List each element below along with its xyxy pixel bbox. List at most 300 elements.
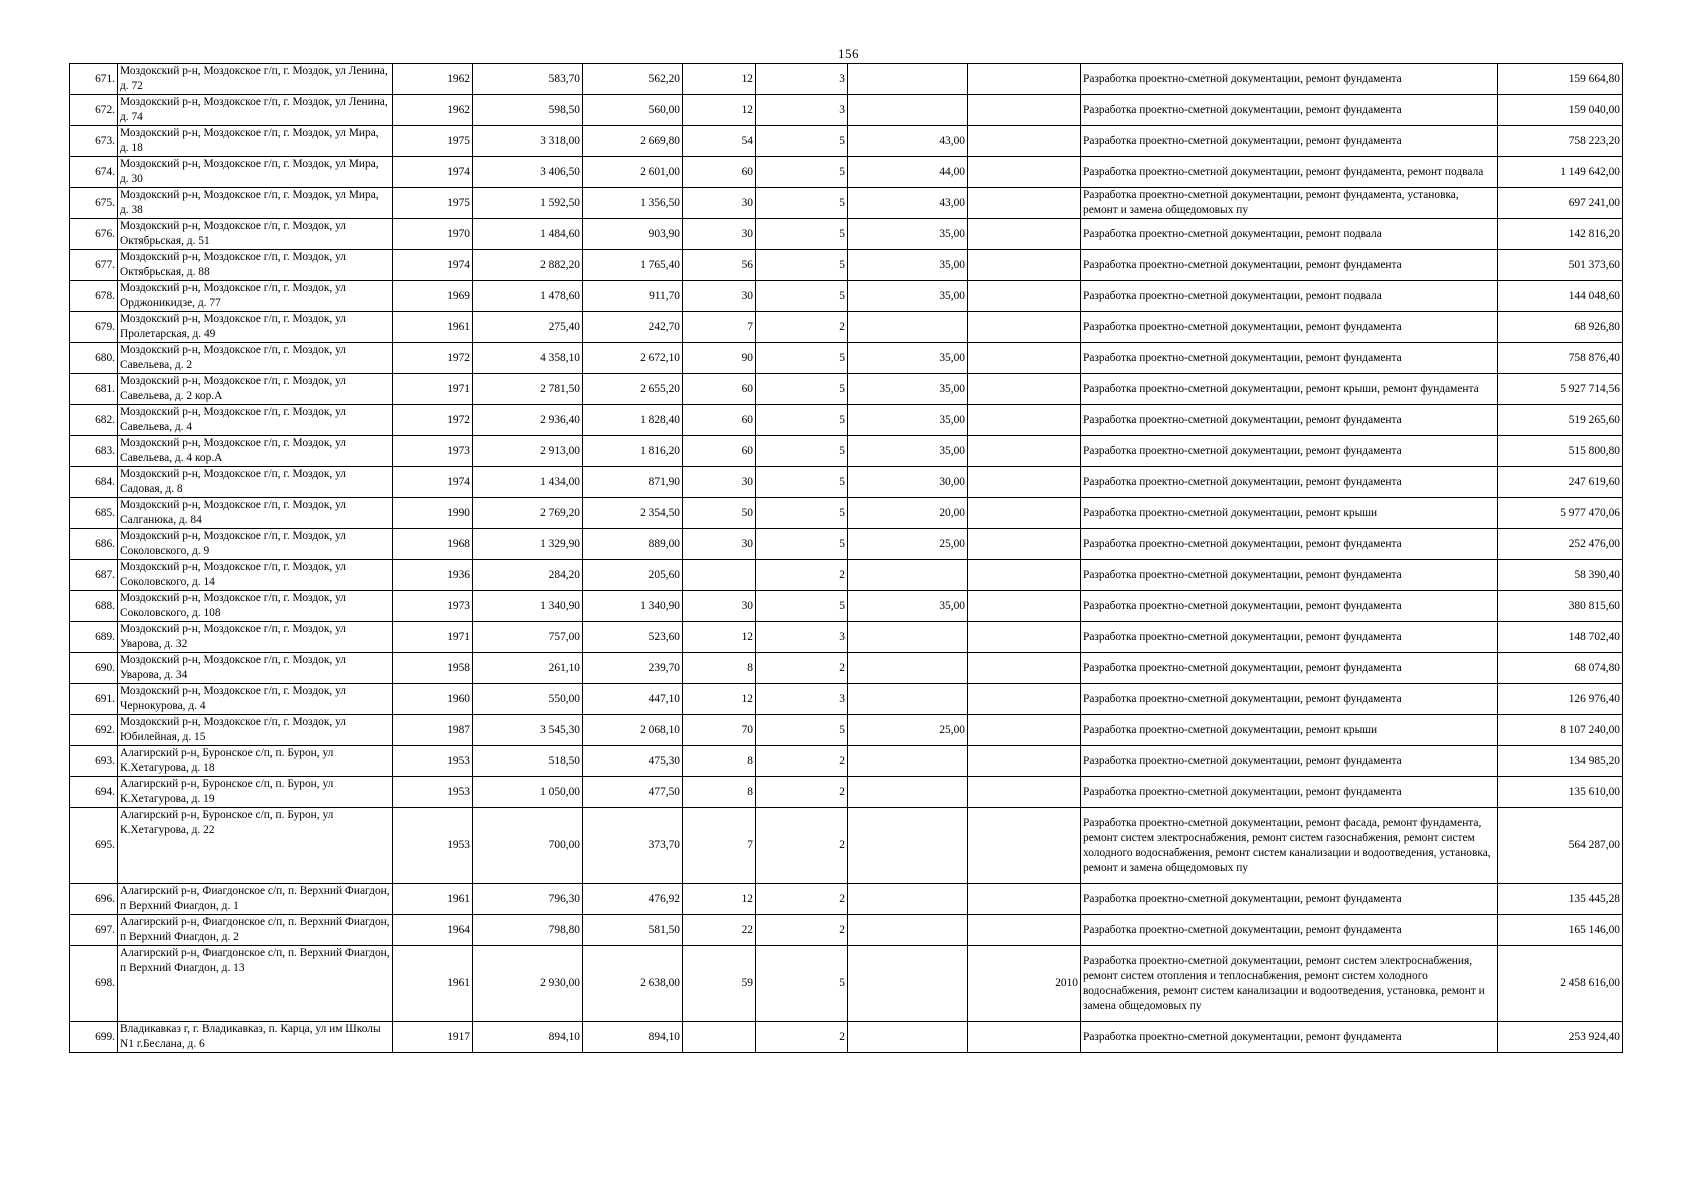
- residents-cell: 50: [683, 498, 756, 529]
- address-cell: Моздокский р-н, Моздокское г/п, г. Моздок, ул Мира, д. 38: [118, 188, 393, 219]
- wear-percent-cell: [848, 653, 968, 684]
- wear-percent-cell: [848, 95, 968, 126]
- last-repair-year-cell: [968, 915, 1081, 946]
- wear-percent-cell: 35,00: [848, 219, 968, 250]
- wear-percent-cell: [848, 808, 968, 884]
- cost-cell: 126 976,40: [1498, 684, 1623, 715]
- year-built-cell: 1953: [393, 777, 473, 808]
- wear-percent-cell: 30,00: [848, 467, 968, 498]
- table-row: [70, 188, 1623, 219]
- last-repair-year-cell: [968, 746, 1081, 777]
- residents-cell: 60: [683, 157, 756, 188]
- last-repair-year-cell: [968, 157, 1081, 188]
- table-row: [70, 281, 1623, 312]
- works-description-cell: Разработка проектно-сметной документации, ремонт крыши, ремонт фундамента: [1081, 374, 1498, 405]
- wear-percent-cell: 35,00: [848, 250, 968, 281]
- works-description-cell: Разработка проектно-сметной документации, ремонт крыши: [1081, 498, 1498, 529]
- year-built-cell: 1972: [393, 343, 473, 374]
- cost-cell: 1 149 642,00: [1498, 157, 1623, 188]
- wear-percent-cell: 35,00: [848, 281, 968, 312]
- table-row: [70, 915, 1623, 946]
- floors-cell: 2: [756, 312, 848, 343]
- total-area-cell: 2 930,00: [473, 946, 583, 1022]
- cost-cell: 5 927 714,56: [1498, 374, 1623, 405]
- table-body: [70, 64, 1623, 1053]
- living-area-cell: 476,92: [583, 884, 683, 915]
- table-row: [70, 250, 1623, 281]
- cost-cell: 148 702,40: [1498, 622, 1623, 653]
- address-cell: Моздокский р-н, Моздокское г/п, г. Моздок, ул Уварова, д. 34: [118, 653, 393, 684]
- address-cell: Моздокский р-н, Моздокское г/п, г. Моздок, ул Чернокурова, д. 4: [118, 684, 393, 715]
- floors-cell: 5: [756, 281, 848, 312]
- works-description-cell: Разработка проектно-сметной документации, ремонт фундамента: [1081, 250, 1498, 281]
- year-built-cell: 1975: [393, 126, 473, 157]
- wear-percent-cell: 35,00: [848, 343, 968, 374]
- cost-cell: 58 390,40: [1498, 560, 1623, 591]
- year-built-cell: 1970: [393, 219, 473, 250]
- total-area-cell: 700,00: [473, 808, 583, 884]
- last-repair-year-cell: [968, 64, 1081, 95]
- floors-cell: 2: [756, 746, 848, 777]
- wear-percent-cell: [848, 64, 968, 95]
- residents-cell: 12: [683, 684, 756, 715]
- last-repair-year-cell: [968, 219, 1081, 250]
- cost-cell: 253 924,40: [1498, 1022, 1623, 1053]
- floors-cell: 3: [756, 64, 848, 95]
- works-description-cell: Разработка проектно-сметной документации, ремонт систем электроснабжения, ремонт систем отопления и теплоснабжения, ремонт систем холодного водоснабжения, ремонт систем канализации и водоотведения, установка, ремонт и замена общедомовых пу: [1081, 946, 1498, 1022]
- living-area-cell: 2 601,00: [583, 157, 683, 188]
- residents-cell: 22: [683, 915, 756, 946]
- last-repair-year-cell: [968, 529, 1081, 560]
- year-built-cell: 1961: [393, 884, 473, 915]
- total-area-cell: 284,20: [473, 560, 583, 591]
- table-row: [70, 157, 1623, 188]
- floors-cell: 5: [756, 157, 848, 188]
- last-repair-year-cell: [968, 188, 1081, 219]
- row-number-cell: 677.: [70, 250, 118, 281]
- year-built-cell: 1953: [393, 808, 473, 884]
- floors-cell: 5: [756, 591, 848, 622]
- address-cell: Моздокский р-н, Моздокское г/п, г. Моздок, ул Пролетарская, д. 49: [118, 312, 393, 343]
- last-repair-year-cell: [968, 95, 1081, 126]
- works-description-cell: Разработка проектно-сметной документации, ремонт фундамента: [1081, 622, 1498, 653]
- row-number-cell: 676.: [70, 219, 118, 250]
- floors-cell: 2: [756, 808, 848, 884]
- address-cell: Моздокский р-н, Моздокское г/п, г. Моздок, ул Соколовского, д. 14: [118, 560, 393, 591]
- wear-percent-cell: 43,00: [848, 188, 968, 219]
- cost-cell: 68 074,80: [1498, 653, 1623, 684]
- row-number-cell: 672.: [70, 95, 118, 126]
- last-repair-year-cell: [968, 312, 1081, 343]
- address-cell: Моздокский р-н, Моздокское г/п, г. Моздок, ул Мира, д. 18: [118, 126, 393, 157]
- cost-cell: 135 610,00: [1498, 777, 1623, 808]
- total-area-cell: 1 434,00: [473, 467, 583, 498]
- table-row: [70, 467, 1623, 498]
- residents-cell: 59: [683, 946, 756, 1022]
- last-repair-year-cell: [968, 405, 1081, 436]
- table-row: [70, 715, 1623, 746]
- living-area-cell: 560,00: [583, 95, 683, 126]
- wear-percent-cell: [848, 1022, 968, 1053]
- address-cell: Моздокский р-н, Моздокское г/п, г. Моздок, ул Орджоникидзе, д. 77: [118, 281, 393, 312]
- last-repair-year-cell: [968, 808, 1081, 884]
- year-built-cell: 1974: [393, 157, 473, 188]
- row-number-cell: 688.: [70, 591, 118, 622]
- row-number-cell: 690.: [70, 653, 118, 684]
- total-area-cell: 796,30: [473, 884, 583, 915]
- row-number-cell: 685.: [70, 498, 118, 529]
- cost-cell: 165 146,00: [1498, 915, 1623, 946]
- table-row: [70, 95, 1623, 126]
- wear-percent-cell: 35,00: [848, 374, 968, 405]
- address-cell: Алагирский р-н, Буронское с/п, п. Бурон, ул К.Хетагурова, д. 19: [118, 777, 393, 808]
- works-description-cell: Разработка проектно-сметной документации, ремонт фундамента: [1081, 653, 1498, 684]
- works-description-cell: Разработка проектно-сметной документации, ремонт фундамента: [1081, 436, 1498, 467]
- year-built-cell: 1987: [393, 715, 473, 746]
- total-area-cell: 1 050,00: [473, 777, 583, 808]
- cost-cell: 142 816,20: [1498, 219, 1623, 250]
- last-repair-year-cell: 2010: [968, 946, 1081, 1022]
- address-cell: Алагирский р-н, Буронское с/п, п. Бурон, ул К.Хетагурова, д. 18: [118, 746, 393, 777]
- works-description-cell: Разработка проектно-сметной документации, ремонт фундамента: [1081, 684, 1498, 715]
- table-row: [70, 808, 1623, 884]
- works-description-cell: Разработка проектно-сметной документации, ремонт фундамента: [1081, 126, 1498, 157]
- works-description-cell: Разработка проектно-сметной документации, ремонт фундамента: [1081, 312, 1498, 343]
- cost-cell: 380 815,60: [1498, 591, 1623, 622]
- total-area-cell: 894,10: [473, 1022, 583, 1053]
- wear-percent-cell: 35,00: [848, 405, 968, 436]
- table-row: [70, 946, 1623, 1022]
- year-built-cell: 1936: [393, 560, 473, 591]
- total-area-cell: 2 769,20: [473, 498, 583, 529]
- living-area-cell: 1 816,20: [583, 436, 683, 467]
- floors-cell: 5: [756, 436, 848, 467]
- residents-cell: 12: [683, 64, 756, 95]
- row-number-cell: 673.: [70, 126, 118, 157]
- table-row: [70, 126, 1623, 157]
- total-area-cell: 2 882,20: [473, 250, 583, 281]
- floors-cell: 5: [756, 405, 848, 436]
- living-area-cell: 1 340,90: [583, 591, 683, 622]
- works-description-cell: Разработка проектно-сметной документации, ремонт фундамента: [1081, 591, 1498, 622]
- wear-percent-cell: 35,00: [848, 436, 968, 467]
- address-cell: Моздокский р-н, Моздокское г/п, г. Моздок, ул Соколовского, д. 9: [118, 529, 393, 560]
- works-description-cell: Разработка проектно-сметной документации, ремонт фундамента: [1081, 467, 1498, 498]
- last-repair-year-cell: [968, 684, 1081, 715]
- cost-cell: 758 876,40: [1498, 343, 1623, 374]
- living-area-cell: 911,70: [583, 281, 683, 312]
- total-area-cell: 261,10: [473, 653, 583, 684]
- works-description-cell: Разработка проектно-сметной документации, ремонт крыши: [1081, 715, 1498, 746]
- cost-cell: 159 664,80: [1498, 64, 1623, 95]
- row-number-cell: 684.: [70, 467, 118, 498]
- living-area-cell: 2 638,00: [583, 946, 683, 1022]
- works-description-cell: Разработка проектно-сметной документации, ремонт фасада, ремонт фундамента, ремонт систем электроснабжения, ремонт систем газоснабжения, ремонт систем холодного водоснабжения, ремонт систем канализации и водоотведения, установка, ремонт и замена общедомовых пу: [1081, 808, 1498, 884]
- floors-cell: 2: [756, 560, 848, 591]
- cost-cell: 247 619,60: [1498, 467, 1623, 498]
- wear-percent-cell: [848, 777, 968, 808]
- year-built-cell: 1953: [393, 746, 473, 777]
- address-cell: Моздокский р-н, Моздокское г/п, г. Моздок, ул Октябрьская, д. 88: [118, 250, 393, 281]
- floors-cell: 5: [756, 715, 848, 746]
- works-description-cell: Разработка проектно-сметной документации, ремонт подвала: [1081, 219, 1498, 250]
- total-area-cell: 798,80: [473, 915, 583, 946]
- row-number-cell: 683.: [70, 436, 118, 467]
- address-cell: Моздокский р-н, Моздокское г/п, г. Моздок, ул Октябрьская, д. 51: [118, 219, 393, 250]
- total-area-cell: 598,50: [473, 95, 583, 126]
- table-row: [70, 498, 1623, 529]
- living-area-cell: 903,90: [583, 219, 683, 250]
- last-repair-year-cell: [968, 343, 1081, 374]
- total-area-cell: 1 478,60: [473, 281, 583, 312]
- table-row: [70, 622, 1623, 653]
- last-repair-year-cell: [968, 591, 1081, 622]
- floors-cell: 3: [756, 684, 848, 715]
- address-cell: Моздокский р-н, Моздокское г/п, г. Моздок, ул Ленина, д. 72: [118, 64, 393, 95]
- year-built-cell: 1975: [393, 188, 473, 219]
- residents-cell: 12: [683, 95, 756, 126]
- wear-percent-cell: 44,00: [848, 157, 968, 188]
- living-area-cell: 373,70: [583, 808, 683, 884]
- floors-cell: 5: [756, 498, 848, 529]
- living-area-cell: 2 669,80: [583, 126, 683, 157]
- total-area-cell: 3 406,50: [473, 157, 583, 188]
- residents-cell: 12: [683, 884, 756, 915]
- residents-cell: 8: [683, 653, 756, 684]
- living-area-cell: 1 765,40: [583, 250, 683, 281]
- year-built-cell: 1971: [393, 622, 473, 653]
- table-row: [70, 219, 1623, 250]
- floors-cell: 5: [756, 126, 848, 157]
- residents-cell: 8: [683, 777, 756, 808]
- total-area-cell: 2 913,00: [473, 436, 583, 467]
- works-description-cell: Разработка проектно-сметной документации, ремонт фундамента, установка, ремонт и замена общедомовых пу: [1081, 188, 1498, 219]
- floors-cell: 5: [756, 529, 848, 560]
- table-row: [70, 653, 1623, 684]
- address-cell: Моздокский р-н, Моздокское г/п, г. Моздок, ул Садовая, д. 8: [118, 467, 393, 498]
- wear-percent-cell: [848, 312, 968, 343]
- table-row: [70, 374, 1623, 405]
- wear-percent-cell: [848, 684, 968, 715]
- wear-percent-cell: [848, 746, 968, 777]
- year-built-cell: 1971: [393, 374, 473, 405]
- living-area-cell: 2 354,50: [583, 498, 683, 529]
- residents-cell: 30: [683, 281, 756, 312]
- residents-cell: 60: [683, 405, 756, 436]
- total-area-cell: 4 358,10: [473, 343, 583, 374]
- works-description-cell: Разработка проектно-сметной документации, ремонт фундамента: [1081, 777, 1498, 808]
- residents-cell: 12: [683, 622, 756, 653]
- living-area-cell: 1 828,40: [583, 405, 683, 436]
- table-row: [70, 529, 1623, 560]
- floors-cell: 2: [756, 653, 848, 684]
- floors-cell: 2: [756, 884, 848, 915]
- table-row: [70, 312, 1623, 343]
- total-area-cell: 3 545,30: [473, 715, 583, 746]
- living-area-cell: 242,70: [583, 312, 683, 343]
- last-repair-year-cell: [968, 560, 1081, 591]
- cost-cell: 144 048,60: [1498, 281, 1623, 312]
- year-built-cell: 1958: [393, 653, 473, 684]
- year-built-cell: 1961: [393, 946, 473, 1022]
- residents-cell: 30: [683, 188, 756, 219]
- address-cell: Моздокский р-н, Моздокское г/п, г. Моздок, ул Савельева, д. 2: [118, 343, 393, 374]
- residents-cell: 90: [683, 343, 756, 374]
- year-built-cell: 1968: [393, 529, 473, 560]
- living-area-cell: 2 068,10: [583, 715, 683, 746]
- total-area-cell: 1 484,60: [473, 219, 583, 250]
- cost-cell: 697 241,00: [1498, 188, 1623, 219]
- cost-cell: 501 373,60: [1498, 250, 1623, 281]
- year-built-cell: 1974: [393, 250, 473, 281]
- works-description-cell: Разработка проектно-сметной документации, ремонт подвала: [1081, 281, 1498, 312]
- wear-percent-cell: 43,00: [848, 126, 968, 157]
- wear-percent-cell: [848, 915, 968, 946]
- table-row: [70, 777, 1623, 808]
- residents-cell: 30: [683, 591, 756, 622]
- table-row: [70, 1022, 1623, 1053]
- living-area-cell: 447,10: [583, 684, 683, 715]
- row-number-cell: 696.: [70, 884, 118, 915]
- year-built-cell: 1973: [393, 436, 473, 467]
- year-built-cell: 1990: [393, 498, 473, 529]
- residents-cell: [683, 560, 756, 591]
- row-number-cell: 694.: [70, 777, 118, 808]
- living-area-cell: 239,70: [583, 653, 683, 684]
- floors-cell: 5: [756, 219, 848, 250]
- table-row: [70, 884, 1623, 915]
- row-number-cell: 692.: [70, 715, 118, 746]
- last-repair-year-cell: [968, 436, 1081, 467]
- cost-cell: 5 977 470,06: [1498, 498, 1623, 529]
- last-repair-year-cell: [968, 1022, 1081, 1053]
- row-number-cell: 691.: [70, 684, 118, 715]
- cost-cell: 159 040,00: [1498, 95, 1623, 126]
- address-cell: Моздокский р-н, Моздокское г/п, г. Моздок, ул Соколовского, д. 108: [118, 591, 393, 622]
- address-cell: Моздокский р-н, Моздокское г/п, г. Моздок, ул Савельева, д. 4 кор.А: [118, 436, 393, 467]
- wear-percent-cell: [848, 560, 968, 591]
- row-number-cell: 698.: [70, 946, 118, 1022]
- last-repair-year-cell: [968, 715, 1081, 746]
- year-built-cell: 1972: [393, 405, 473, 436]
- row-number-cell: 678.: [70, 281, 118, 312]
- total-area-cell: 1 329,90: [473, 529, 583, 560]
- living-area-cell: 1 356,50: [583, 188, 683, 219]
- last-repair-year-cell: [968, 467, 1081, 498]
- row-number-cell: 699.: [70, 1022, 118, 1053]
- row-number-cell: 686.: [70, 529, 118, 560]
- works-description-cell: Разработка проектно-сметной документации, ремонт фундамента: [1081, 64, 1498, 95]
- floors-cell: 5: [756, 343, 848, 374]
- page-number: 156: [838, 46, 859, 61]
- floors-cell: 3: [756, 95, 848, 126]
- residents-cell: 70: [683, 715, 756, 746]
- year-built-cell: 1962: [393, 64, 473, 95]
- works-description-cell: Разработка проектно-сметной документации, ремонт фундамента: [1081, 405, 1498, 436]
- cost-cell: 519 265,60: [1498, 405, 1623, 436]
- address-cell: Алагирский р-н, Буронское с/п, п. Бурон, ул К.Хетагурова, д. 22: [118, 808, 393, 884]
- year-built-cell: 1969: [393, 281, 473, 312]
- year-built-cell: 1962: [393, 95, 473, 126]
- wear-percent-cell: 25,00: [848, 715, 968, 746]
- year-built-cell: 1964: [393, 915, 473, 946]
- residents-cell: 7: [683, 808, 756, 884]
- living-area-cell: 581,50: [583, 915, 683, 946]
- works-description-cell: Разработка проектно-сметной документации, ремонт фундамента: [1081, 529, 1498, 560]
- residents-cell: 7: [683, 312, 756, 343]
- table-row: [70, 64, 1623, 95]
- cost-cell: 68 926,80: [1498, 312, 1623, 343]
- wear-percent-cell: 20,00: [848, 498, 968, 529]
- floors-cell: 2: [756, 777, 848, 808]
- last-repair-year-cell: [968, 653, 1081, 684]
- row-number-cell: 687.: [70, 560, 118, 591]
- residents-cell: [683, 1022, 756, 1053]
- works-description-cell: Разработка проектно-сметной документации, ремонт фундамента: [1081, 746, 1498, 777]
- residents-cell: 30: [683, 467, 756, 498]
- address-cell: Моздокский р-н, Моздокское г/п, г. Моздок, ул Юбилейная, д. 15: [118, 715, 393, 746]
- last-repair-year-cell: [968, 622, 1081, 653]
- row-number-cell: 679.: [70, 312, 118, 343]
- floors-cell: 5: [756, 946, 848, 1022]
- total-area-cell: 3 318,00: [473, 126, 583, 157]
- cost-cell: 252 476,00: [1498, 529, 1623, 560]
- wear-percent-cell: 25,00: [848, 529, 968, 560]
- cost-cell: 758 223,20: [1498, 126, 1623, 157]
- wear-percent-cell: 35,00: [848, 591, 968, 622]
- year-built-cell: 1960: [393, 684, 473, 715]
- wear-percent-cell: [848, 884, 968, 915]
- last-repair-year-cell: [968, 498, 1081, 529]
- works-description-cell: Разработка проектно-сметной документации, ремонт фундамента: [1081, 343, 1498, 374]
- living-area-cell: 2 655,20: [583, 374, 683, 405]
- works-description-cell: Разработка проектно-сметной документации, ремонт фундамента: [1081, 884, 1498, 915]
- row-number-cell: 693.: [70, 746, 118, 777]
- last-repair-year-cell: [968, 126, 1081, 157]
- floors-cell: 5: [756, 188, 848, 219]
- residents-cell: 60: [683, 374, 756, 405]
- wear-percent-cell: [848, 622, 968, 653]
- total-area-cell: 518,50: [473, 746, 583, 777]
- table-row: [70, 684, 1623, 715]
- works-description-cell: Разработка проектно-сметной документации, ремонт фундамента: [1081, 1022, 1498, 1053]
- year-built-cell: 1961: [393, 312, 473, 343]
- total-area-cell: 1 592,50: [473, 188, 583, 219]
- table-row: [70, 343, 1623, 374]
- living-area-cell: 894,10: [583, 1022, 683, 1053]
- living-area-cell: 562,20: [583, 64, 683, 95]
- residents-cell: 60: [683, 436, 756, 467]
- last-repair-year-cell: [968, 884, 1081, 915]
- cost-cell: 564 287,00: [1498, 808, 1623, 884]
- table-row: [70, 405, 1623, 436]
- last-repair-year-cell: [968, 250, 1081, 281]
- total-area-cell: 275,40: [473, 312, 583, 343]
- wear-percent-cell: [848, 946, 968, 1022]
- row-number-cell: 674.: [70, 157, 118, 188]
- living-area-cell: 205,60: [583, 560, 683, 591]
- address-cell: Моздокский р-н, Моздокское г/п, г. Моздок, ул Ленина, д. 74: [118, 95, 393, 126]
- residents-cell: 30: [683, 219, 756, 250]
- works-description-cell: Разработка проектно-сметной документации, ремонт фундамента, ремонт подвала: [1081, 157, 1498, 188]
- year-built-cell: 1917: [393, 1022, 473, 1053]
- housing-repair-table: [69, 63, 1623, 1053]
- total-area-cell: 2 936,40: [473, 405, 583, 436]
- total-area-cell: 550,00: [473, 684, 583, 715]
- row-number-cell: 695.: [70, 808, 118, 884]
- floors-cell: 2: [756, 915, 848, 946]
- address-cell: Алагирский р-н, Фиагдонское с/п, п. Верхний Фиагдон, п Верхний Фиагдон, д. 2: [118, 915, 393, 946]
